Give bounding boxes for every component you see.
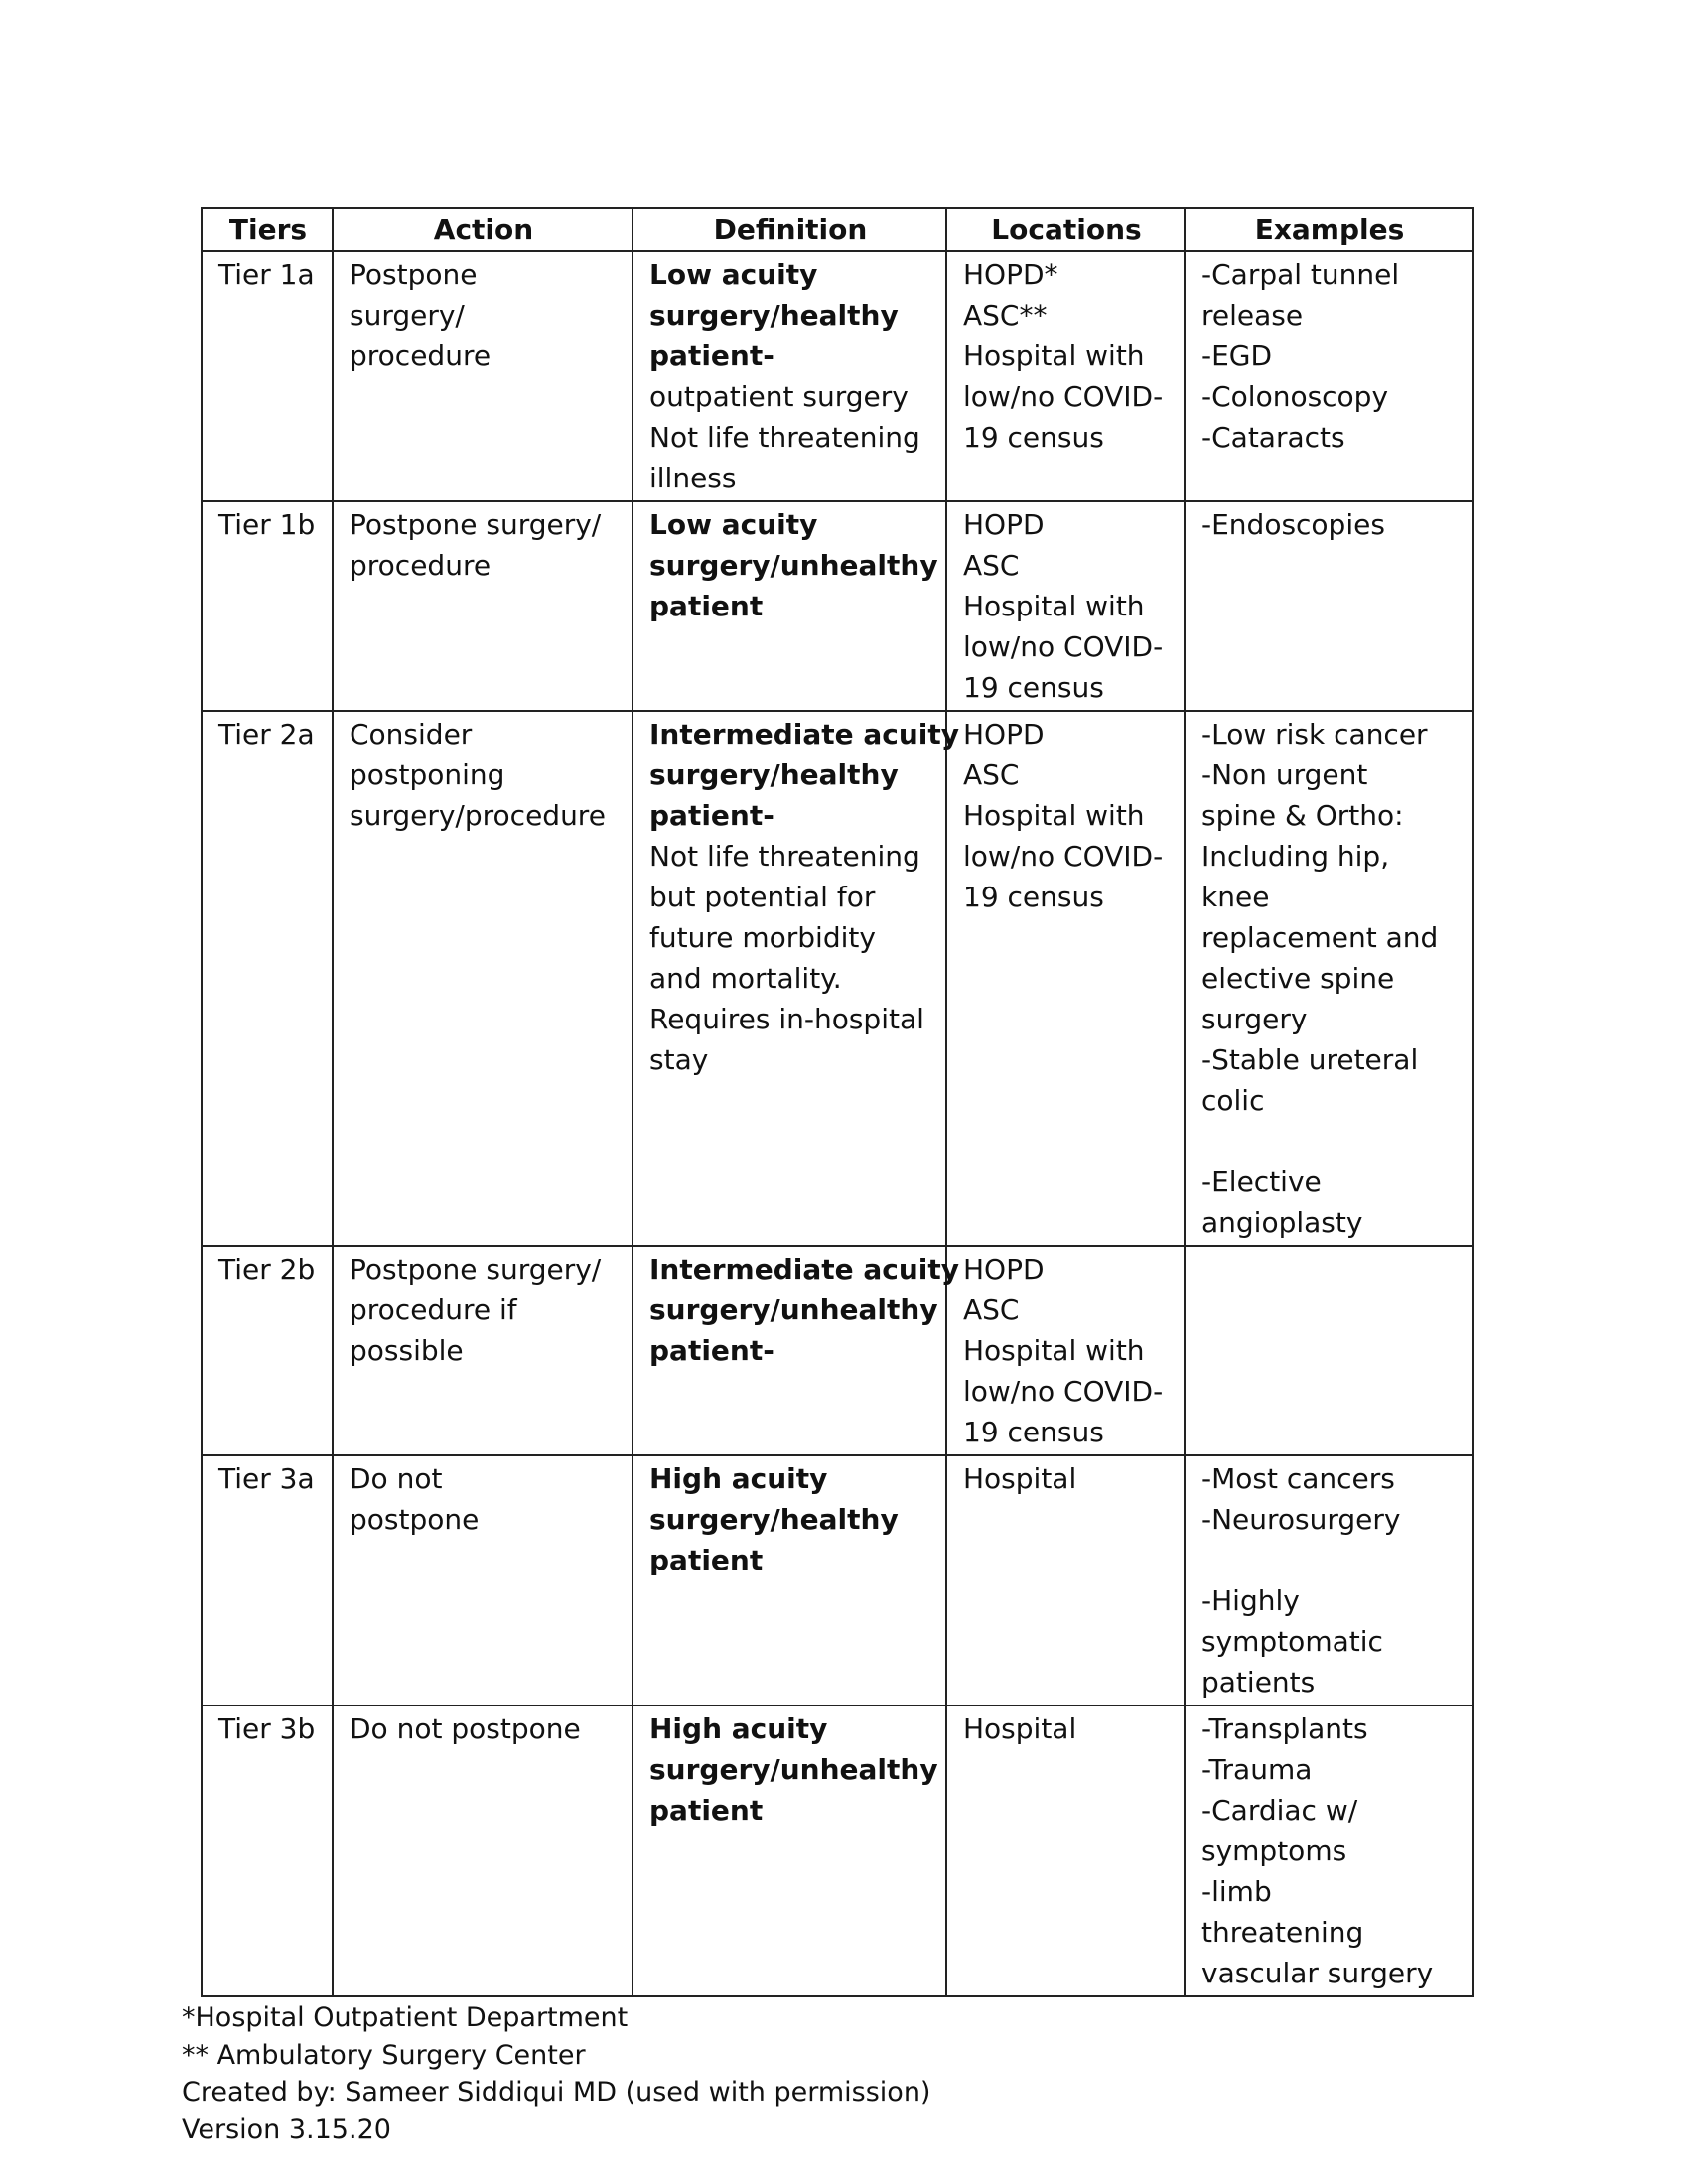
locations-cell — [946, 501, 1185, 711]
table-header-row — [202, 208, 1473, 251]
cell-line: Postpone surgery/ — [350, 508, 602, 541]
cell-line: replacement and — [1201, 921, 1439, 954]
cell-line: and mortality. — [649, 962, 842, 995]
cell-line: HOPD* — [963, 258, 1058, 291]
footnote-version: Version 3.15.20 — [182, 2114, 391, 2145]
cell-line: postponing — [350, 758, 505, 791]
surgery-tiers-table — [201, 207, 1474, 1997]
cell-line: HOPD — [963, 508, 1045, 541]
cell-line: Requires in-hospital — [649, 1003, 924, 1035]
cell-line: 19 census — [963, 671, 1104, 704]
cell-line: Intermediate acuity — [649, 1253, 960, 1286]
definition-cell — [633, 1246, 960, 1455]
cell-line: procedure if — [350, 1294, 517, 1326]
cell-line: surgery — [1201, 1003, 1308, 1035]
tier-cell: Tier 3a — [202, 1455, 333, 1706]
cell-line: Hospital — [963, 1462, 1077, 1495]
cell-line: outpatient surgery — [649, 380, 909, 413]
cell-line: Hospital with — [963, 799, 1145, 832]
cell-line: low/no COVID- — [963, 630, 1164, 663]
table-row — [202, 711, 1473, 1246]
locations-cell — [946, 1706, 1185, 1996]
cell-line: -limb — [1201, 1875, 1272, 1908]
cell-line: surgery/unhealthy — [649, 1294, 938, 1326]
examples-cell — [1185, 1246, 1473, 1455]
header-action: Action — [333, 208, 633, 251]
cell-line: patients — [1201, 1666, 1316, 1699]
cell-line: ASC — [963, 1294, 1020, 1326]
cell-line: procedure — [350, 340, 492, 372]
cell-line: -Stable ureteral — [1201, 1043, 1419, 1076]
cell-line: ASC** — [963, 299, 1048, 332]
cell-line: possible — [350, 1334, 464, 1367]
locations-cell — [946, 251, 1185, 501]
cell-line: postpone — [350, 1503, 480, 1536]
cell-line: surgery/healthy — [649, 758, 899, 791]
definition-cell — [633, 711, 960, 1246]
cell-line: Not life threatening — [649, 421, 920, 454]
cell-line: Including hip, — [1201, 840, 1390, 873]
action-cell — [333, 1706, 633, 1996]
cell-line: threatening — [1201, 1916, 1364, 1949]
cell-line: High acuity — [649, 1712, 828, 1745]
footnote-asc: ** Ambulatory Surgery Center — [182, 2039, 586, 2071]
locations-cell — [946, 711, 1185, 1246]
definition-cell — [633, 251, 946, 501]
cell-line: -Cataracts — [1201, 421, 1345, 454]
cell-line: -Neurosurgery — [1201, 1503, 1401, 1536]
header-definition: Definition — [633, 208, 946, 251]
action-cell — [333, 711, 633, 1246]
cell-line: -Most cancers — [1201, 1462, 1395, 1495]
cell-line: Intermediate acuity — [649, 718, 960, 751]
cell-line: 19 census — [963, 421, 1104, 454]
cell-line: Do not postpone — [350, 1712, 581, 1745]
cell-line: -Non urgent — [1201, 758, 1368, 791]
examples-cell — [1185, 711, 1473, 1246]
cell-line — [1201, 1540, 1458, 1580]
cell-line: patient — [649, 590, 764, 622]
cell-line: surgery/unhealthy — [649, 549, 938, 582]
cell-line: vascular surgery — [1201, 1957, 1434, 1989]
cell-line: Hospital with — [963, 1334, 1145, 1367]
cell-line: but potential for — [649, 881, 876, 913]
cell-line — [1201, 1121, 1458, 1161]
cell-line: surgery/ — [350, 299, 465, 332]
tier-cell: Tier 2a — [202, 711, 333, 1246]
cell-line: 19 census — [963, 881, 1104, 913]
action-cell — [333, 1455, 633, 1706]
cell-line: patient — [649, 1544, 764, 1576]
cell-line: -Trauma — [1201, 1753, 1313, 1786]
locations-cell — [946, 1455, 1185, 1706]
footnote-author: Created by: Sameer Siddiqui MD (used with permission) — [182, 2077, 931, 2108]
cell-line: -Endoscopies — [1201, 508, 1385, 541]
cell-line: illness — [649, 462, 737, 494]
cell-line: patient — [649, 1794, 764, 1827]
cell-line: Postpone surgery/ — [350, 1253, 602, 1286]
examples-cell — [1185, 501, 1473, 711]
cell-line: spine & Ortho: — [1201, 799, 1404, 832]
cell-line: ASC — [963, 549, 1020, 582]
examples-cell — [1185, 251, 1473, 501]
cell-line: -Low risk cancer — [1201, 718, 1428, 751]
footnote-hopd: *Hospital Outpatient Department — [182, 2002, 629, 2033]
cell-line: low/no COVID- — [963, 840, 1164, 873]
cell-line: elective spine — [1201, 962, 1395, 995]
cell-line: patient- — [649, 799, 774, 832]
cell-line: future morbidity — [649, 921, 876, 954]
definition-cell — [633, 501, 946, 711]
tier-cell: Tier 3b — [202, 1706, 333, 1996]
header-locations: Locations — [946, 208, 1185, 251]
cell-line: surgery/procedure — [350, 799, 606, 832]
cell-line: Low acuity — [649, 258, 818, 291]
header-examples: Examples — [1185, 208, 1473, 251]
cell-line: surgery/healthy — [649, 1503, 899, 1536]
cell-line: ASC — [963, 758, 1020, 791]
cell-line: Hospital with — [963, 590, 1145, 622]
cell-line: angioplasty — [1201, 1206, 1363, 1239]
table-row — [202, 501, 1473, 711]
cell-line: Hospital — [963, 1712, 1077, 1745]
cell-line: HOPD — [963, 718, 1045, 751]
footnotes — [182, 1999, 930, 2148]
cell-line: Low acuity — [649, 508, 818, 541]
cell-line: patient- — [649, 1334, 774, 1367]
table-row — [202, 1706, 1473, 1996]
cell-line: -Carpal tunnel — [1201, 258, 1400, 291]
cell-line: -Highly — [1201, 1584, 1300, 1617]
cell-line: -EGD — [1201, 340, 1273, 372]
cell-line: 19 census — [963, 1416, 1104, 1448]
cell-line: HOPD — [963, 1253, 1045, 1286]
cell-line: low/no COVID- — [963, 380, 1164, 413]
cell-line: -Cardiac w/ — [1201, 1794, 1358, 1827]
table-row — [202, 1455, 1473, 1706]
cell-line: knee — [1201, 881, 1270, 913]
examples-cell — [1185, 1455, 1473, 1706]
table-row — [202, 1246, 1473, 1455]
cell-line: symptoms — [1201, 1835, 1347, 1867]
action-cell — [333, 251, 633, 501]
definition-cell — [633, 1706, 946, 1996]
cell-line: low/no COVID- — [963, 1375, 1164, 1408]
locations-cell — [946, 1246, 1185, 1455]
cell-line: -Transplants — [1201, 1712, 1368, 1745]
tier-cell: Tier 1a — [202, 251, 333, 501]
cell-line: colic — [1201, 1084, 1265, 1117]
definition-cell — [633, 1455, 946, 1706]
cell-line: surgery/unhealthy — [649, 1753, 938, 1786]
cell-line: surgery/healthy — [649, 299, 899, 332]
cell-line: Do not — [350, 1462, 443, 1495]
table-row — [202, 251, 1473, 501]
action-cell — [333, 1246, 633, 1455]
action-cell — [333, 501, 633, 711]
cell-line: -Colonoscopy — [1201, 380, 1389, 413]
cell-line: patient- — [649, 340, 774, 372]
header-tiers: Tiers — [202, 208, 333, 251]
cell-line: stay — [649, 1043, 709, 1076]
cell-line: -Elective — [1201, 1165, 1322, 1198]
cell-line: Consider — [350, 718, 473, 751]
tier-cell: Tier 2b — [202, 1246, 333, 1455]
cell-line: release — [1201, 299, 1304, 332]
cell-line: High acuity — [649, 1462, 828, 1495]
cell-line: Not life threatening — [649, 840, 920, 873]
examples-cell — [1185, 1706, 1473, 1996]
cell-line: symptomatic — [1201, 1625, 1383, 1658]
cell-line: Hospital with — [963, 340, 1145, 372]
cell-line: Postpone — [350, 258, 478, 291]
cell-line: procedure — [350, 549, 492, 582]
tier-cell: Tier 1b — [202, 501, 333, 711]
